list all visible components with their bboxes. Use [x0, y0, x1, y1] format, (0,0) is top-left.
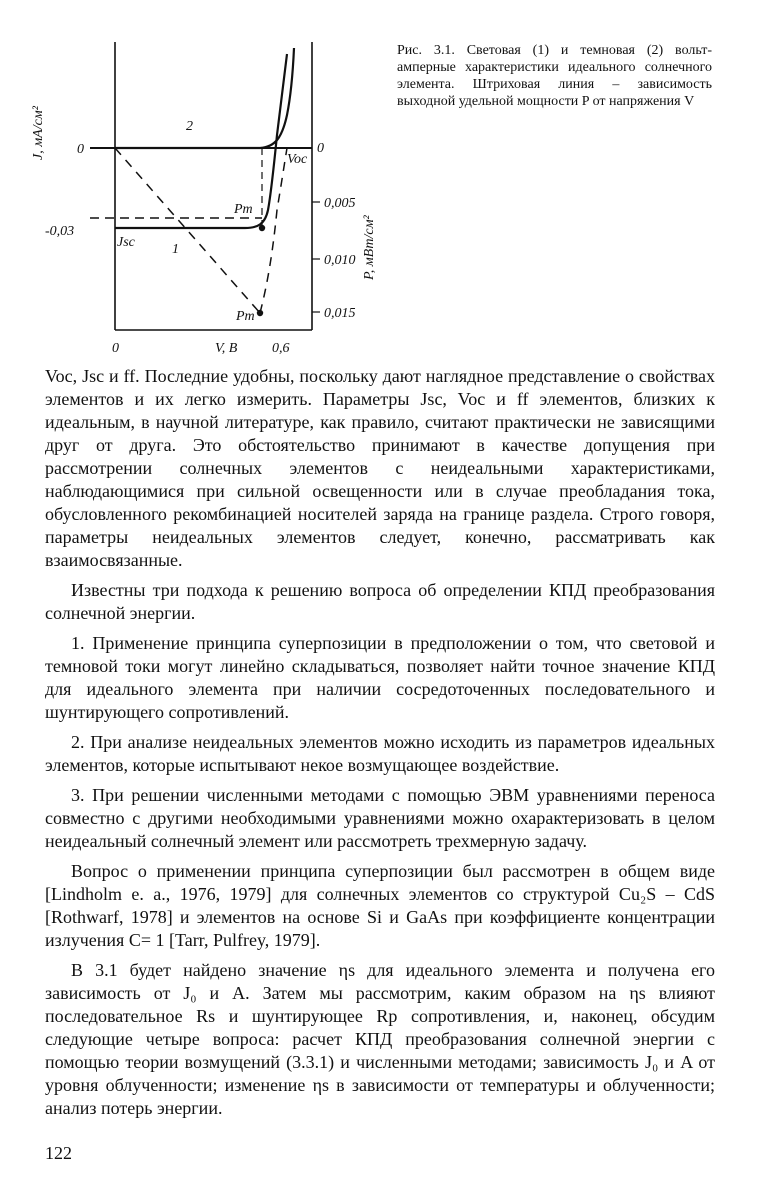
- dark-curve-2: [115, 48, 294, 148]
- y-axis-left-label: J, мА/см²: [31, 106, 46, 160]
- curve-1-label: 1: [172, 242, 179, 257]
- figure-caption: [397, 42, 712, 110]
- curve-2-label: 2: [186, 119, 193, 134]
- iv-characteristic-plot: [30, 30, 380, 360]
- paragraph-2: Известны три подхода к решению вопроса об определении КПД преобразования солнечной энергии.: [45, 580, 715, 623]
- main-text-block: [45, 365, 715, 1120]
- x-06-label: 0,6: [272, 341, 290, 356]
- paragraph-3: 1. Применение принципа суперпозиции в предположении о том, что световой и темновой токи могут линейно складываться, позволяет найти точное значение КПД для идеального элемента при наличии сосредоточенных последовательного и шунтирующего сопротивлений.: [45, 633, 715, 722]
- paragraph-4: 2. При анализе неидеальных элементов можно исходить из параметров идеальных элементов, которые испытывают некое возмущающее воздействие.: [45, 732, 715, 775]
- light-curve-1: [115, 54, 287, 228]
- voc-label: Voc: [287, 152, 308, 167]
- y-axis-right-label: P, мВт/см²: [362, 215, 377, 280]
- pm-lower-label: Pm: [236, 309, 255, 324]
- pm-lower-point: [257, 310, 263, 316]
- minus-003-label: -0,03: [45, 224, 75, 239]
- paragraph-5: 3. При решении численными методами с помощью ЭВМ уравнениями переноса совместно с другими необходимыми уравнениями можно охарактеризовать в целом неидеальный солнечный элемент или рассмотреть трехмерную задачу.: [45, 785, 715, 851]
- pm-upper-label: Pm: [234, 202, 253, 217]
- zero-right-label: 0: [317, 141, 324, 156]
- tick-0015-label: 0,015: [324, 306, 356, 321]
- figure-3-1: [30, 30, 380, 360]
- paragraph-6: Вопрос о применении принципа суперпозиции был рассмотрен в общем виде [Lindholm e. a., 1976, 1979] для солнечных элементов со структурой Cu₂S – CdS [Rothwarf, 1978] и элементов на основе Si и GaAs при коэффициенте концентрации излучения C= 1 [Tarr, Pulfrey, 1979].: [45, 861, 715, 950]
- x-axis-label: V, В: [215, 341, 238, 356]
- power-dashed-line: [115, 148, 260, 313]
- jsc-label: Jsc: [117, 235, 135, 250]
- page-number: 122: [45, 1143, 72, 1163]
- paragraph-1: Voc, Jsc и ff. Последние удобны, поскольку дают наглядное представление о свойствах элементов и их легко измерить. Параметры Jsc, Voc и ff элементов, близких к идеальным, в научной литературе, как правило, считают практически не зависящими друг от друга. Это обстоятельство принимают в качестве допущения при рассмотрении солнечных элементов с неидеальными характеристиками, наблюдающимися при сильной освещенности или в случае преобладания тока, обусловленного рекомбинацией носителей заряда на границе раздела. Строго говоря, параметры неидеальных элементов следует, конечно, рассматривать как взаимосвязанные.: [45, 366, 715, 570]
- paragraph-7: В 3.1 будет найдено значение ηs для идеального элемента и получена его зависимость от J₀ и A. Затем мы рассмотрим, каким образом на ηs влияют последовательное Rs и шунтирующее Rp сопротивления, и, наконец, обсудим следующие четыре вопроса: расчет КПД преобразования солнечной энергии с помощью теории возмущений (3.3.1) и численными методами; зависимость J₀ и A от уровня облученности; изменение ηs в зависимости от температуры и облученности; анализ потерь энергии.: [45, 960, 715, 1118]
- x-zero-label: 0: [112, 341, 119, 356]
- pm-upper-point: [259, 225, 265, 231]
- caption-text: Рис. 3.1. Световая (1) и темновая (2) вольт-амперные характеристики идеального солнечного элемента. Штриховая линия – зависимость выходной удельной мощности P от напряжения V: [397, 43, 712, 109]
- tick-0010-label: 0,010: [324, 253, 356, 268]
- zero-left-label: 0: [77, 142, 84, 157]
- tick-0005-label: 0,005: [324, 196, 356, 211]
